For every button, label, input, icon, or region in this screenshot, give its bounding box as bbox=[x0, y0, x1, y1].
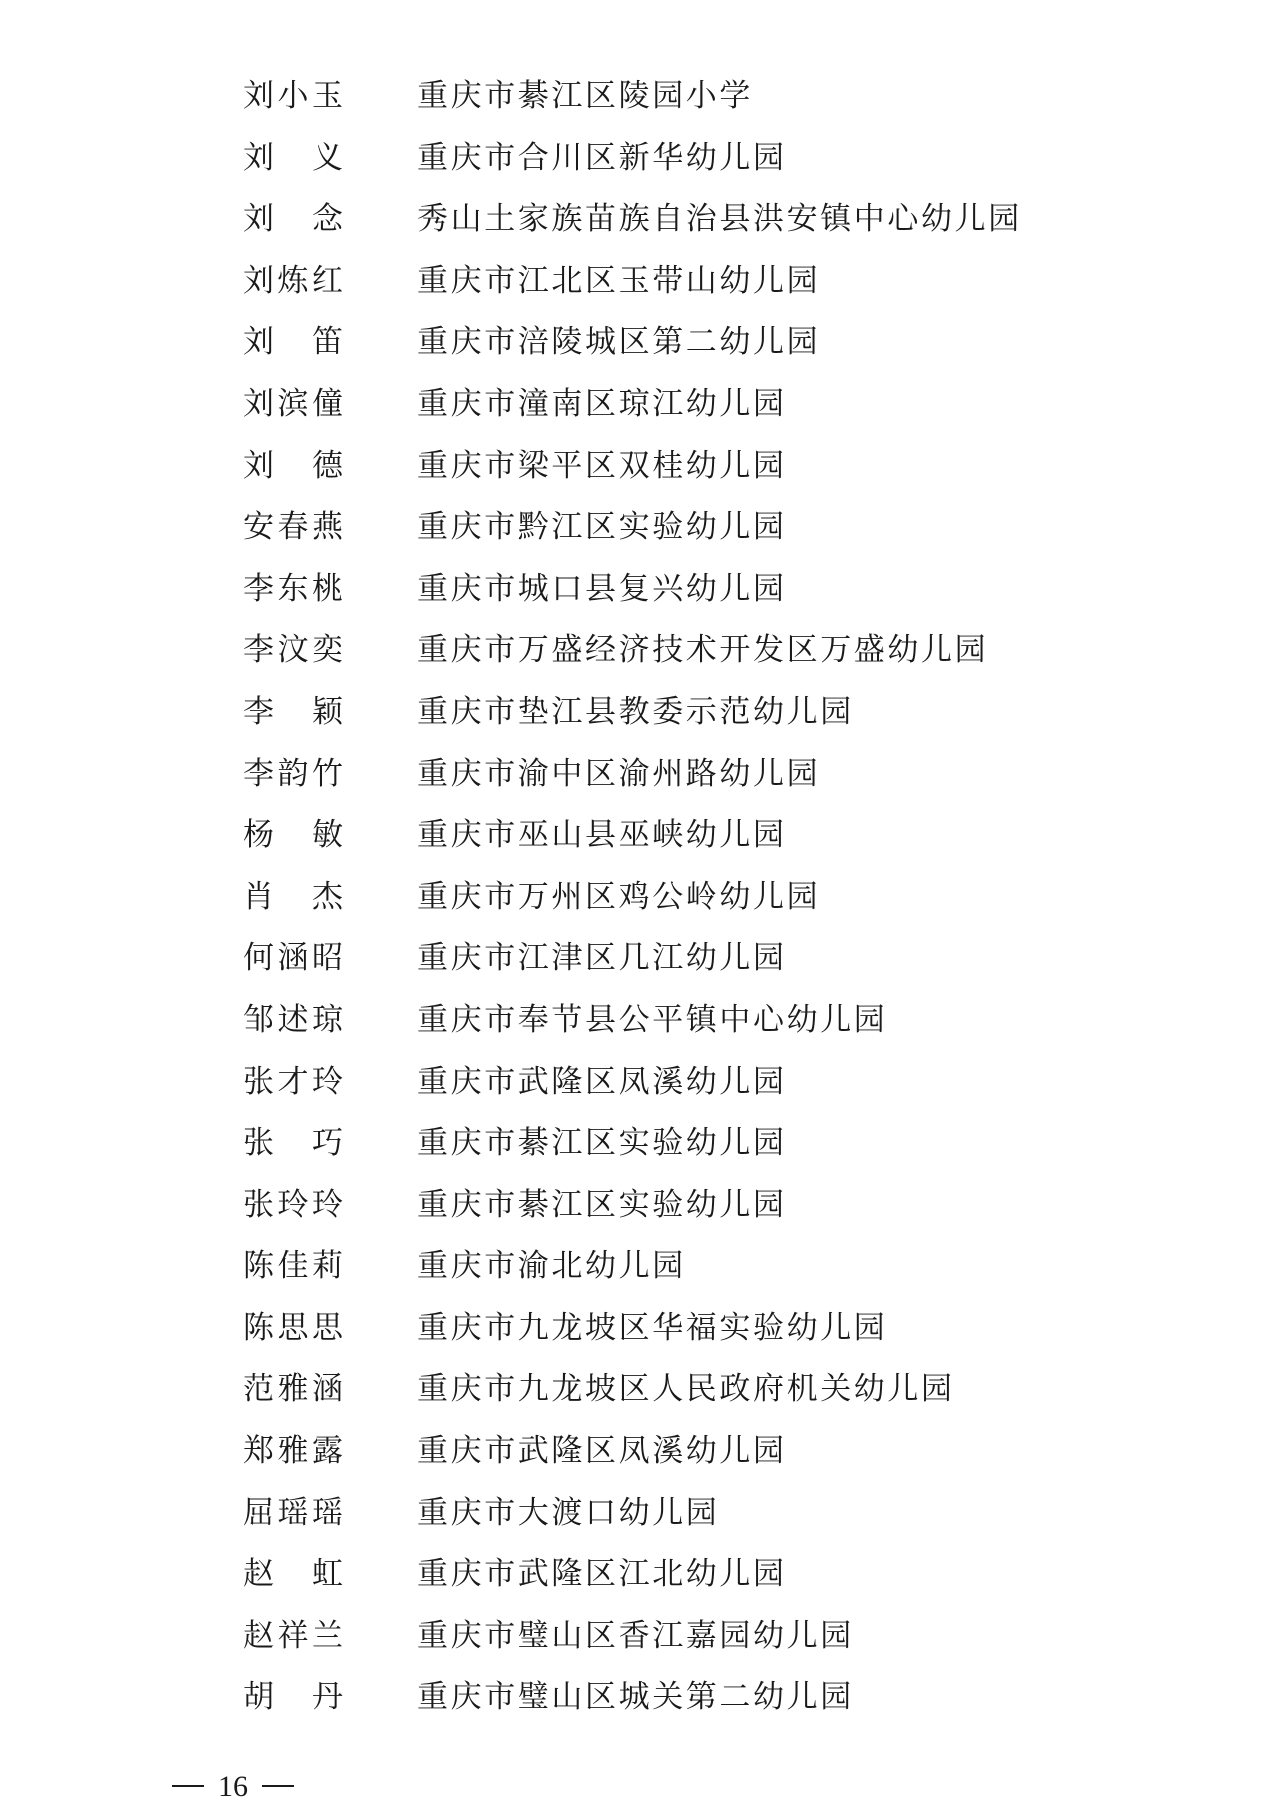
list-item bbox=[0, 807, 1280, 869]
list-item bbox=[0, 930, 1280, 992]
list-item bbox=[0, 746, 1280, 808]
organization: 重庆市璧山区城关第二幼儿园 bbox=[417, 1679, 854, 1716]
organization: 重庆市涪陵城区第二幼儿园 bbox=[417, 324, 821, 361]
organization: 重庆市黔江区实验幼儿园 bbox=[417, 509, 787, 546]
organization: 重庆市武隆区江北幼儿园 bbox=[417, 1556, 787, 1593]
list-item bbox=[0, 1546, 1280, 1608]
list-item bbox=[0, 561, 1280, 623]
list-item bbox=[0, 191, 1280, 253]
list-item bbox=[0, 622, 1280, 684]
person-name: 刘 义 bbox=[243, 139, 343, 176]
list-item bbox=[0, 1608, 1280, 1670]
list-item bbox=[0, 1300, 1280, 1362]
list-item bbox=[0, 1054, 1280, 1116]
dash-left bbox=[172, 1785, 204, 1787]
list-item bbox=[0, 684, 1280, 746]
list-item bbox=[0, 499, 1280, 561]
organization: 重庆市江津区几江幼儿园 bbox=[417, 940, 787, 977]
person-name: 邹述琼 bbox=[243, 1001, 343, 1038]
list-item bbox=[0, 1115, 1280, 1177]
organization: 重庆市九龙坡区人民政府机关幼儿园 bbox=[417, 1371, 955, 1408]
person-name: 刘小玉 bbox=[243, 78, 343, 114]
list-item bbox=[0, 438, 1280, 500]
list-item bbox=[0, 68, 1280, 130]
person-name: 李东桃 bbox=[243, 570, 343, 607]
organization: 重庆市大渡口幼儿园 bbox=[417, 1494, 720, 1531]
organization: 重庆市渝北幼儿园 bbox=[417, 1248, 686, 1285]
person-name: 刘炼红 bbox=[243, 262, 343, 299]
organization: 重庆市万盛经济技术开发区万盛幼儿园 bbox=[417, 632, 989, 669]
organization: 重庆市潼南区琼江幼儿园 bbox=[417, 385, 787, 422]
page-footer bbox=[172, 1770, 294, 1804]
list-item bbox=[0, 992, 1280, 1054]
organization: 重庆市垫江县教委示范幼儿园 bbox=[417, 693, 854, 730]
person-name: 安春燕 bbox=[243, 509, 343, 546]
person-name: 刘滨僮 bbox=[243, 385, 343, 422]
person-name: 李汶奕 bbox=[243, 632, 343, 669]
organization: 重庆市璧山区香江嘉园幼儿园 bbox=[417, 1617, 854, 1654]
list-item bbox=[0, 1238, 1280, 1300]
list-item bbox=[0, 253, 1280, 315]
dash-right bbox=[262, 1785, 294, 1787]
list-item bbox=[0, 1485, 1280, 1547]
person-name: 陈思思 bbox=[243, 1309, 343, 1346]
person-name: 刘 德 bbox=[243, 447, 343, 484]
list-item bbox=[0, 1177, 1280, 1239]
person-name: 李韵竹 bbox=[243, 755, 343, 792]
list-item bbox=[0, 376, 1280, 438]
name-list bbox=[0, 68, 1280, 1731]
list-item bbox=[0, 130, 1280, 192]
organization: 重庆市城口县复兴幼儿园 bbox=[417, 570, 787, 607]
person-name: 李 颖 bbox=[243, 693, 343, 730]
person-name: 张才玲 bbox=[243, 1063, 343, 1100]
organization: 秀山土家族苗族自治县洪安镇中心幼儿园 bbox=[417, 201, 1022, 238]
organization: 重庆市渝中区渝州路幼儿园 bbox=[417, 755, 821, 792]
organization: 重庆市綦江区陵园小学 bbox=[417, 78, 753, 114]
person-name: 张玲玲 bbox=[243, 1186, 343, 1223]
person-name: 刘 念 bbox=[243, 201, 343, 238]
person-name: 赵 虹 bbox=[243, 1556, 343, 1593]
list-item bbox=[0, 869, 1280, 931]
person-name: 胡 丹 bbox=[243, 1679, 343, 1716]
organization: 重庆市綦江区实验幼儿园 bbox=[417, 1186, 787, 1223]
organization: 重庆市武隆区凤溪幼儿园 bbox=[417, 1433, 787, 1470]
list-item bbox=[0, 1669, 1280, 1731]
person-name: 范雅涵 bbox=[243, 1371, 343, 1408]
organization: 重庆市合川区新华幼儿园 bbox=[417, 139, 787, 176]
list-item bbox=[0, 314, 1280, 376]
person-name: 肖 杰 bbox=[243, 878, 343, 915]
organization: 重庆市万州区鸡公岭幼儿园 bbox=[417, 878, 821, 915]
person-name: 何涵昭 bbox=[243, 940, 343, 977]
list-item bbox=[0, 1361, 1280, 1423]
person-name: 屈瑶瑶 bbox=[243, 1494, 343, 1531]
organization: 重庆市奉节县公平镇中心幼儿园 bbox=[417, 1001, 888, 1038]
person-name: 赵祥兰 bbox=[243, 1617, 343, 1654]
person-name: 陈佳莉 bbox=[243, 1248, 343, 1285]
person-name: 张 巧 bbox=[243, 1125, 343, 1162]
page-number: 16 bbox=[218, 1770, 248, 1803]
organization: 重庆市梁平区双桂幼儿园 bbox=[417, 447, 787, 484]
organization: 重庆市九龙坡区华福实验幼儿园 bbox=[417, 1309, 888, 1346]
person-name: 郑雅露 bbox=[243, 1433, 343, 1470]
person-name: 杨 敏 bbox=[243, 817, 343, 854]
organization: 重庆市巫山县巫峡幼儿园 bbox=[417, 817, 787, 854]
person-name: 刘 笛 bbox=[243, 324, 343, 361]
organization: 重庆市綦江区实验幼儿园 bbox=[417, 1125, 787, 1162]
list-item bbox=[0, 1423, 1280, 1485]
organization: 重庆市武隆区凤溪幼儿园 bbox=[417, 1063, 787, 1100]
organization: 重庆市江北区玉带山幼儿园 bbox=[417, 262, 821, 299]
